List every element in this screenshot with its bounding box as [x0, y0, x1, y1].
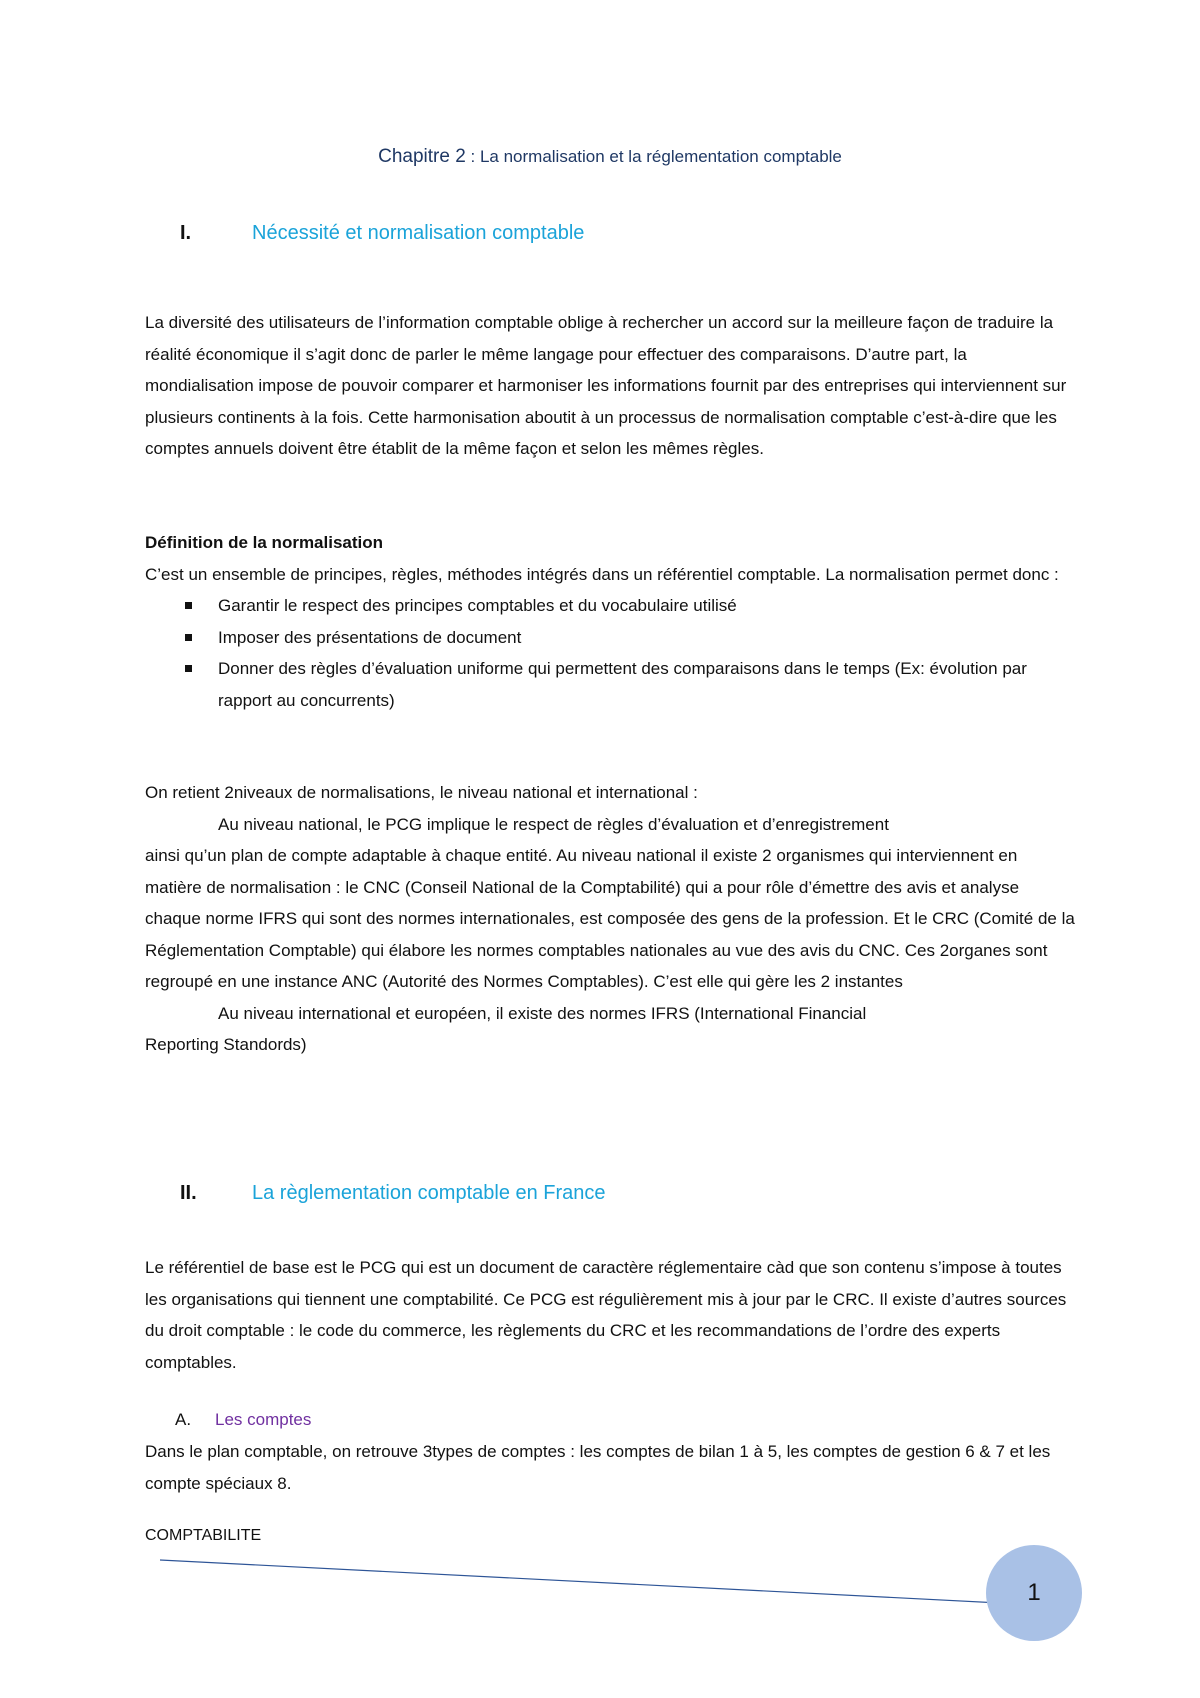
chapter-title-rest: : La normalisation et la réglementation comptable — [465, 147, 842, 166]
section1-intro-paragraph — [145, 307, 1075, 465]
section-heading-1 — [180, 222, 584, 245]
levels-block — [145, 777, 1075, 1061]
bullet-text: Imposer des présentations de document — [218, 627, 522, 647]
section-number-2: II. — [180, 1182, 197, 1204]
chapter-title — [145, 146, 1075, 168]
levels-intro: On retient 2niveaux de normalisations, le niveau national et international : — [145, 783, 698, 802]
definition-text: C’est un ensemble de principes, règles, méthodes intégrés dans un référentiel comptable. La normalisation permet donc : — [145, 564, 1059, 584]
page-number: 1 — [1027, 1579, 1041, 1606]
sub-heading-a — [175, 1410, 311, 1430]
section2-paragraph-text: Le référentiel de base est le PCG qui est un document de caractère réglementaire càd que son contenu s’impose à toutes les organisations qui tiennent une comptabilité. Ce PCG est régulièrement mis à jour par le CRC. Il existe d’autres sources du droit comptable : le code du commerce, les règlements du CRC et les recommandations de l’ordre des experts comptables. — [145, 1258, 1067, 1372]
square-bullet-icon — [185, 602, 192, 609]
footer-label: COMPTABILITE — [145, 1527, 262, 1544]
accounts-text: Dans le plan comptable, on retrouve 3types de comptes : les comptes de bilan 1 à 5, les comptes de gestion 6 & 7 et les compte spéciaux 8. — [145, 1442, 1051, 1493]
bullet-text: Garantir le respect des principes comptables et du vocabulaire utilisé — [218, 596, 737, 615]
accounts-text-block — [145, 1436, 1075, 1499]
list-item — [145, 653, 1075, 716]
national-continuation: ainsi qu’un plan de compte adaptable à chaque entité. Au niveau national il existe 2 organismes qui interviennent en matière de normalisation : le CNC (Conseil National de la Comptabilité) qui a pour rôle d’émettre des avis et analyse chaque norme IFRS qui sont des normes internationales, est composée des gens de la profession. Et le CRC (Comité de la Réglementation Comptable) qui élabore les normes comptables nationales au vue des avis du CNC. Ces 2organes sont regroupé en une instance ANC (Autorité des Normes Comptables). C’est elle qui gère les 2 instantes — [145, 846, 1075, 991]
section-title-2: La règlementation comptable en France — [252, 1182, 606, 1204]
national-first-line: Au niveau national, le PCG implique le respect de règles d’évaluation et d’enregistrement — [218, 814, 889, 834]
definition-bullet-list — [145, 590, 1075, 716]
section2-paragraph — [145, 1252, 1075, 1378]
sub-heading-title: Les comptes — [215, 1410, 312, 1429]
square-bullet-icon — [185, 634, 192, 641]
sub-heading-letter: A. — [175, 1410, 192, 1429]
square-bullet-icon — [185, 665, 192, 672]
international-continuation: Reporting Standords) — [145, 1035, 307, 1054]
section-title-1: Nécessité et normalisation comptable — [252, 222, 585, 244]
list-item — [145, 622, 1075, 654]
footer-divider-line — [160, 1558, 1020, 1608]
chapter-title-lead: Chapitre 2 — [378, 146, 466, 167]
page-number-badge — [986, 1545, 1082, 1641]
section-number-1: I. — [180, 222, 192, 244]
intro-paragraph-text: La diversité des utilisateurs de l’information comptable oblige à rechercher un accord sur la meilleure façon de traduire la réalité économique il s’agit donc de parler le même langage pour effectuer des comparaisons. D’autre part, la mondialisation impose de pouvoir comparer et harmoniser les informations fournit par des entreprises qui interviennent sur plusieurs continents à la fois. Cette harmonisation aboutit à un processus de normalisation comptable c’est-à-dire que les comptes annuels doivent être établit de la même façon et selon les mêmes règles. — [145, 313, 1067, 458]
definition-block — [145, 527, 1075, 716]
bullet-text: Donner des règles d’évaluation uniforme qui permettent des comparaisons dans le temps (Ex: évolution par rapport au concurrents) — [218, 659, 1027, 710]
section-heading-2 — [180, 1182, 606, 1205]
international-first-line: Au niveau international et européen, il existe des normes IFRS (International Financial — [218, 1003, 867, 1023]
definition-heading: Définition de la normalisation — [145, 533, 384, 552]
list-item — [145, 590, 1075, 622]
